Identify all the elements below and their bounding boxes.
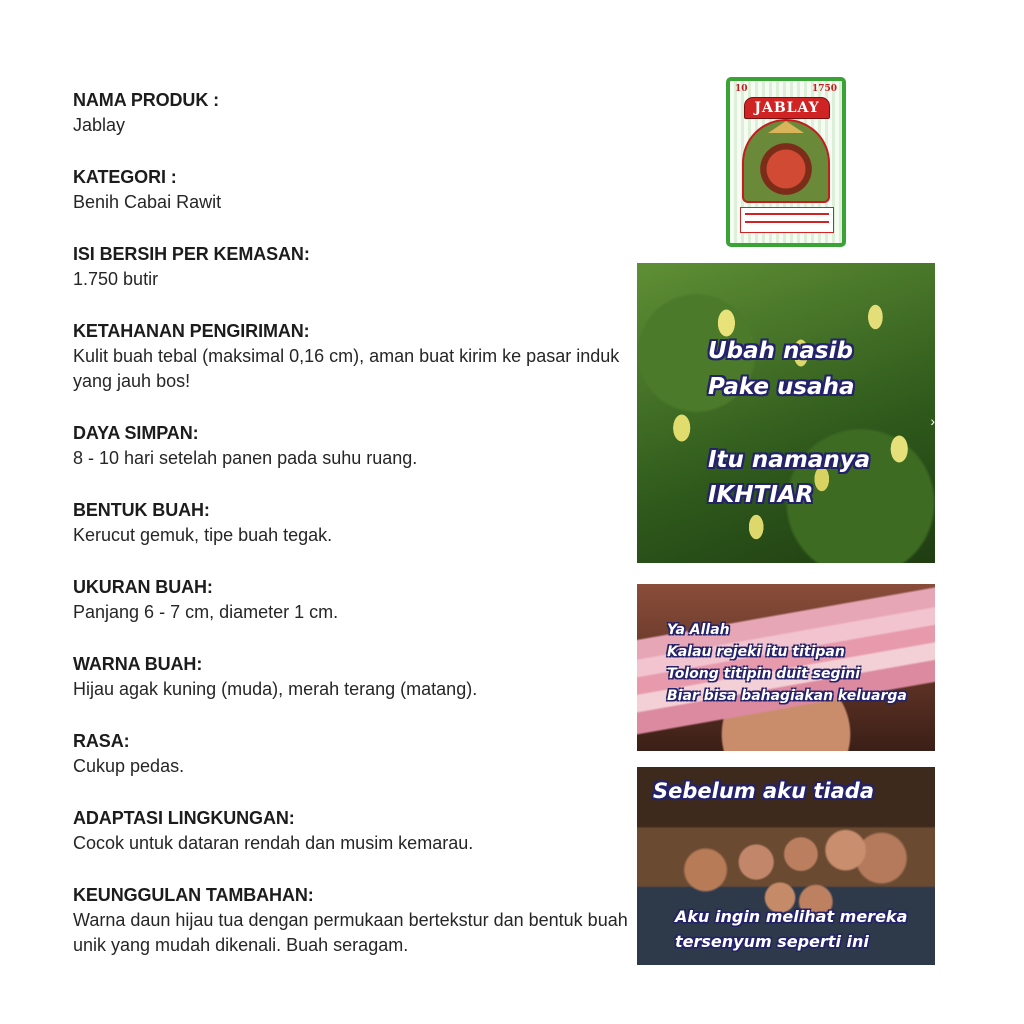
spec-label: NAMA PRODUK : <box>73 90 220 110</box>
chili-caption-line: Itu namanya <box>708 447 871 473</box>
chili-caption-line: Ubah nasib <box>708 338 853 364</box>
money-caption-line: Ya Allah <box>667 622 730 638</box>
spec-net-content <box>73 242 633 292</box>
family-caption-bottom-line: tersenyum seperti ini <box>675 932 869 951</box>
spec-fruit-size <box>73 575 633 625</box>
spec-label: RASA: <box>73 731 130 751</box>
spec-product-name <box>73 88 633 138</box>
family-photo <box>637 767 935 965</box>
spec-label: KETAHANAN PENGIRIMAN: <box>73 321 310 341</box>
spec-advantages <box>73 883 633 958</box>
family-caption-top: Sebelum aku tiada <box>653 779 874 803</box>
spec-value: Kulit buah tebal (maksimal 0,16 cm), aman buat kirim ke pasar induk yang jauh bos! <box>73 346 620 391</box>
spec-label: WARNA BUAH: <box>73 654 203 674</box>
spec-adaptation <box>73 806 633 856</box>
seed-packet-image <box>726 77 846 247</box>
packet-brand: JABLAY <box>744 97 830 119</box>
spec-value: Jablay <box>73 115 126 135</box>
spec-label: DAYA SIMPAN: <box>73 423 199 443</box>
money-caption-line: Tolong titipin duit segini <box>667 666 861 682</box>
packet-info-box <box>740 207 834 233</box>
chevron-right-icon: › <box>930 413 935 429</box>
chili-caption-line: Pake usaha <box>708 374 855 400</box>
spec-value: Cocok untuk dataran rendah dan musim kemarau. <box>73 833 474 853</box>
spec-taste <box>73 729 633 779</box>
spec-label: ADAPTASI LINGKUNGAN: <box>73 808 295 828</box>
spec-value: Warna daun hijau tua dengan permukaan bertekstur dan bentuk buah unik yang mudah dikenali. Buah seragam. <box>73 910 628 955</box>
spec-label: UKURAN BUAH: <box>73 577 213 597</box>
spec-category <box>73 165 633 215</box>
spec-value: Hijau agak kuning (muda), merah terang (matang). <box>73 679 478 699</box>
spec-shelf-life <box>73 421 633 471</box>
money-photo <box>637 584 935 751</box>
spec-label: KEUNGGULAN TAMBAHAN: <box>73 885 314 905</box>
farmer-hat-shape <box>768 121 804 133</box>
chili-plant-photo <box>637 263 935 563</box>
money-caption-line: Biar bisa bahagiakan keluarga <box>667 688 907 704</box>
chili-caption-line: IKHTIAR <box>708 482 814 508</box>
spec-label: KATEGORI : <box>73 167 177 187</box>
spec-fruit-shape <box>73 498 633 548</box>
product-specs <box>73 88 633 985</box>
spec-value: Benih Cabai Rawit <box>73 192 222 212</box>
family-caption-bottom-line: Aku ingin melihat mereka <box>675 907 908 926</box>
packet-count: 1750 <box>811 84 837 94</box>
spec-label: BENTUK BUAH: <box>73 500 210 520</box>
spec-label: ISI BERSIH PER KEMASAN: <box>73 244 310 264</box>
spec-shipping-resistance <box>73 319 633 394</box>
spec-value: 8 - 10 hari setelah panen pada suhu ruang. <box>73 448 418 468</box>
spec-value: Panjang 6 - 7 cm, diameter 1 cm. <box>73 602 339 622</box>
money-caption-line: Kalau rejeki itu titipan <box>667 644 845 660</box>
spec-value: Kerucut gemuk, tipe buah tegak. <box>73 525 333 545</box>
spec-value: Cukup pedas. <box>73 756 185 776</box>
spec-value: 1.750 butir <box>73 269 159 289</box>
spec-fruit-color <box>73 652 633 702</box>
packet-weight: 10 <box>735 84 748 94</box>
